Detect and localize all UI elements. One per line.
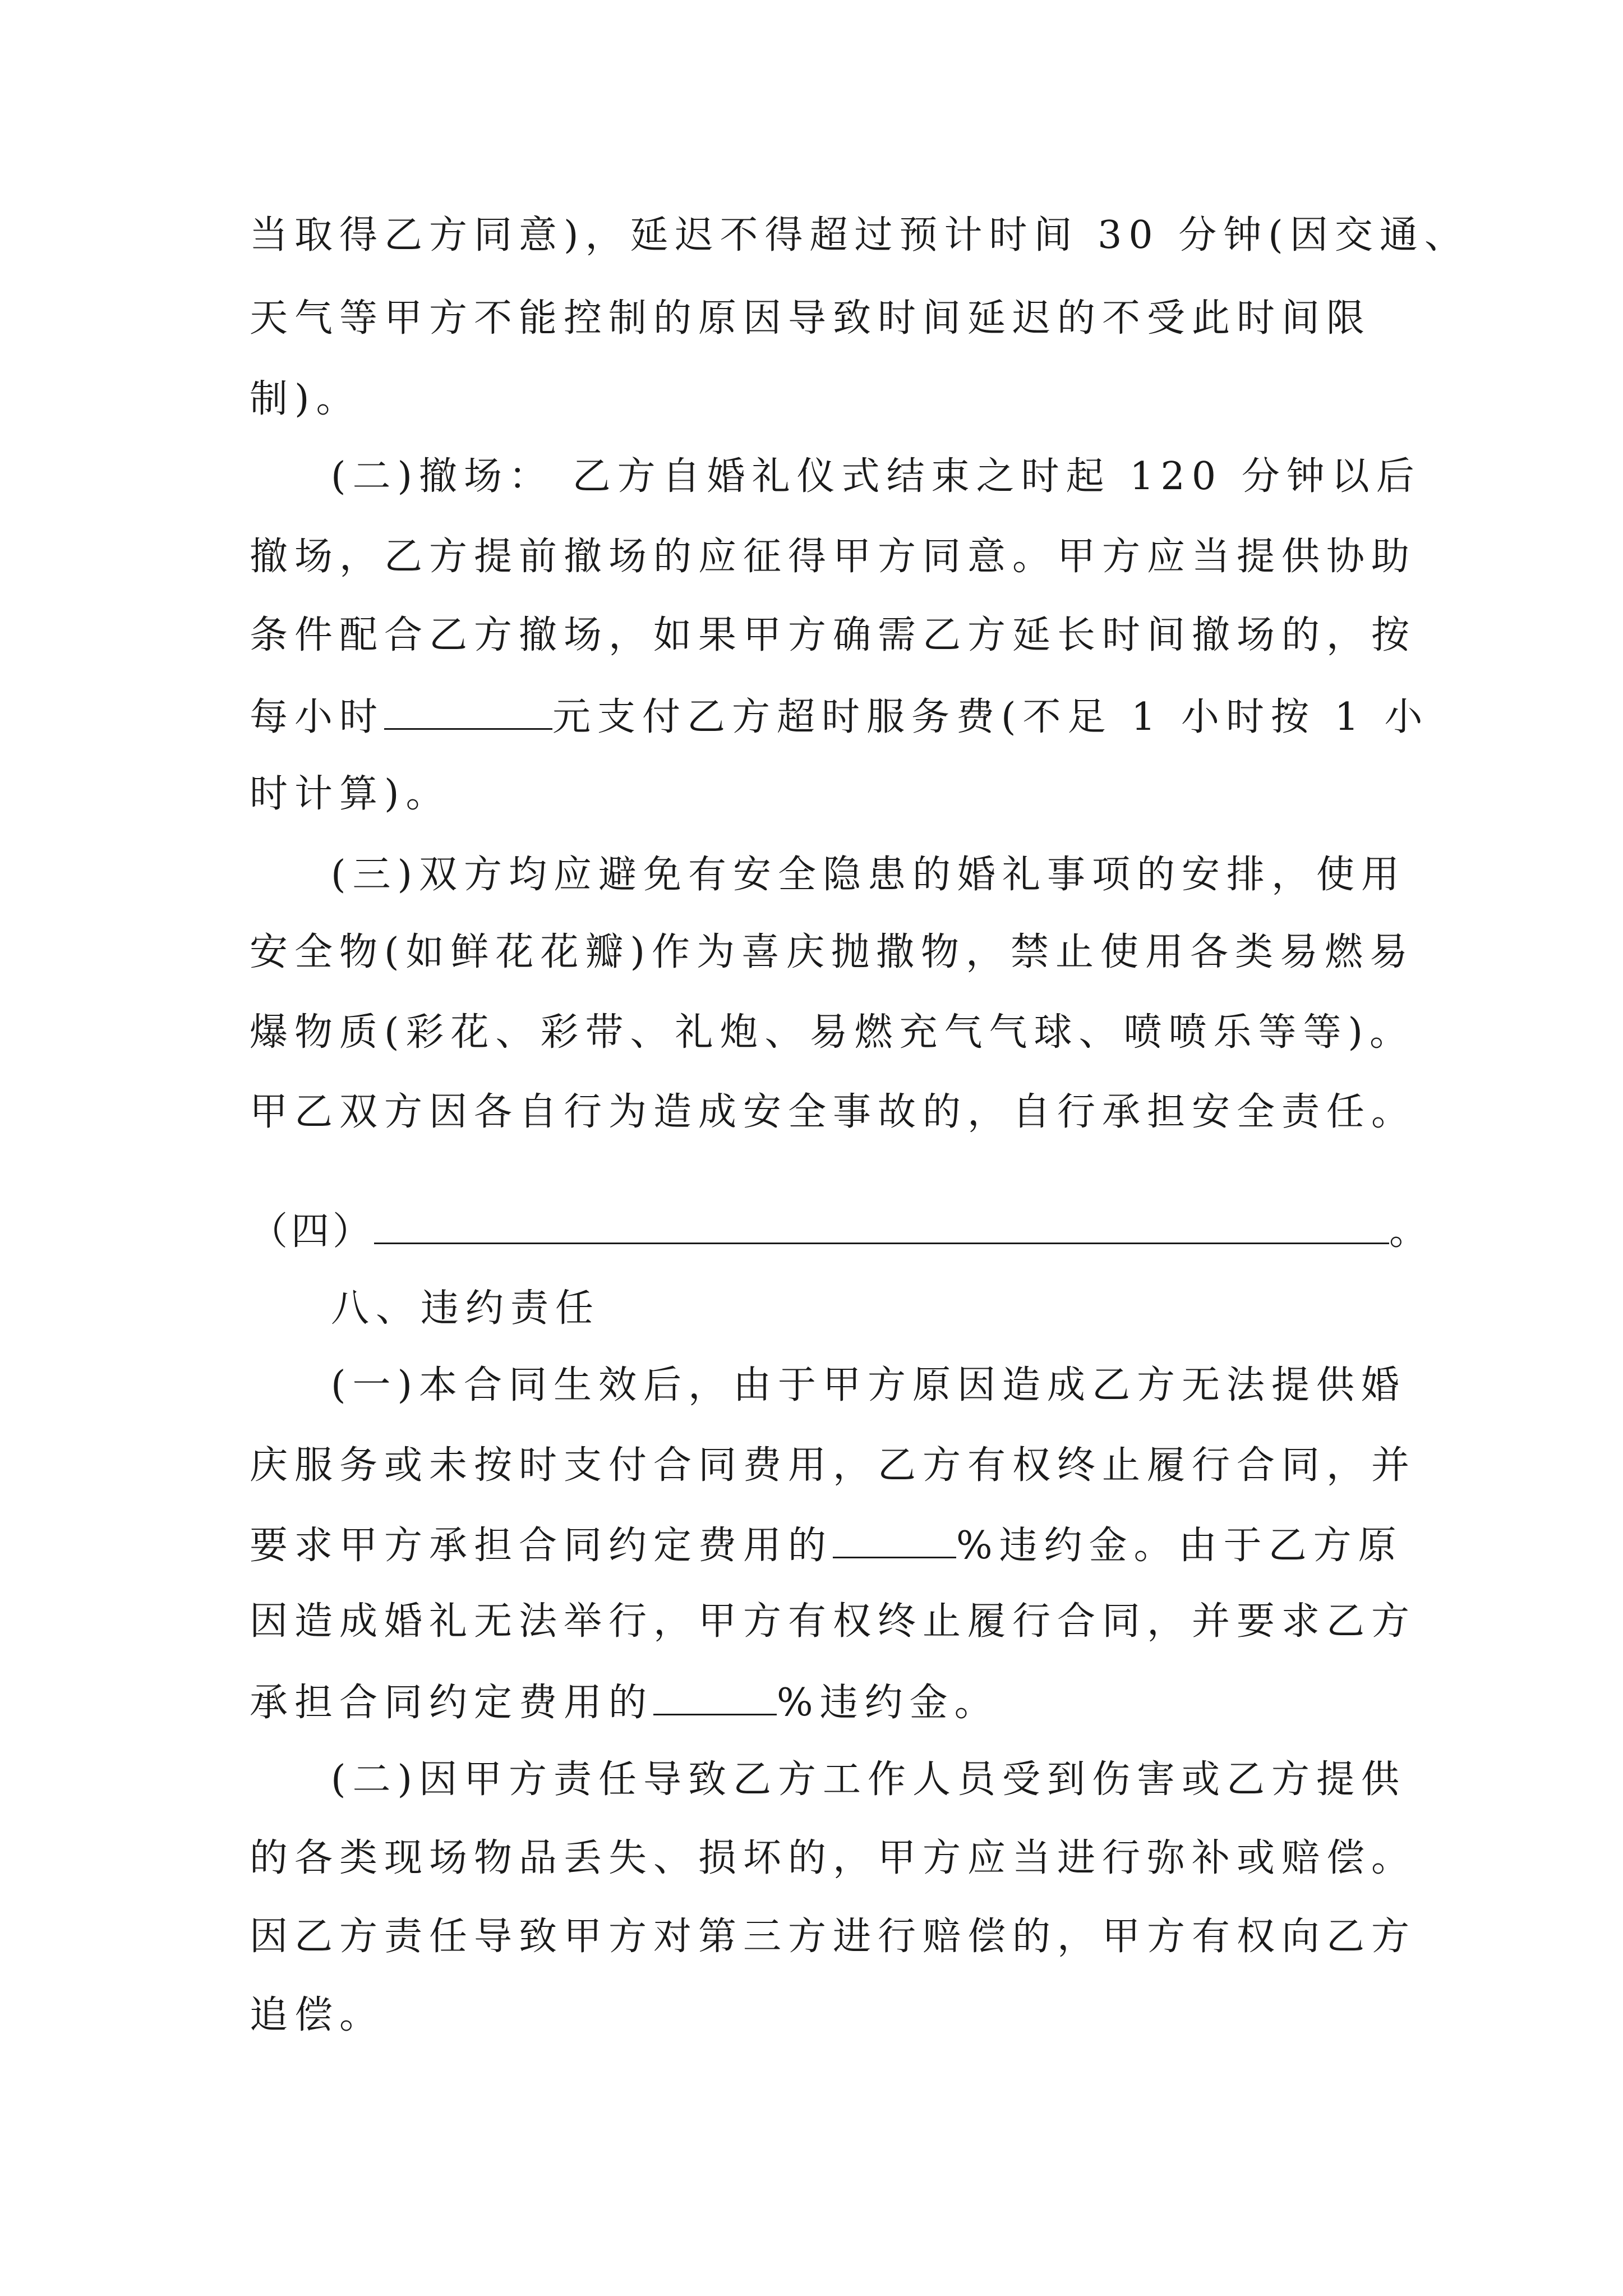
text-line: 爆物质(彩花、彩带、礼炮、易燃充气气球、喷喷乐等等)。 <box>250 1010 1415 1055</box>
section-heading: 八、违约责任 <box>331 1286 601 1331</box>
text-line: 安全物(如鲜花花瓣)作为喜庆抛撒物，禁止使用各类易燃易 <box>250 930 1415 974</box>
text-fragment: 每小时 <box>250 695 385 739</box>
text-line: 庆服务或未按时支付合同费用，乙方有权终止履行合同，并 <box>250 1443 1417 1488</box>
text-line: 的各类现场物品丢失、损坏的，甲方应当进行弥补或赔偿。 <box>250 1836 1417 1880</box>
text-line: 制)。 <box>250 377 361 421</box>
text-line: (一)本合同生效后，由于甲方原因造成乙方无法提供婚 <box>331 1363 1407 1407</box>
fill-in-blank[interactable] <box>833 1517 956 1558</box>
text-line <box>250 689 1430 744</box>
text-line: 条件配合乙方撤场，如果甲方确需乙方延长时间撤场的，按 <box>250 613 1417 657</box>
text-fragment: 。 <box>1389 1209 1431 1254</box>
text-line: 甲乙双方因各自行为造成安全事故的，自行承担安全责任。 <box>250 1090 1417 1134</box>
text-line: (二)因甲方责任导致乙方工作人员受到伤害或乙方提供 <box>331 1757 1407 1802</box>
text-line <box>250 1674 999 1730</box>
text-line <box>250 1517 1403 1573</box>
text-fragment: 元支付乙方超时服务费(不足 1 小时按 1 小 <box>552 695 1430 739</box>
text-fragment: （四） <box>250 1209 375 1254</box>
text-line: 时计算)。 <box>250 772 451 816</box>
fill-in-blank[interactable] <box>384 689 552 730</box>
text-line: 因造成婚礼无法举行，甲方有权终止履行合同，并要求乙方 <box>250 1599 1417 1644</box>
text-line: 当取得乙方同意)，延迟不得超过预计时间 30 分钟(因交通、 <box>250 213 1469 257</box>
text-fragment: 承担合同约定费用的 <box>250 1681 654 1725</box>
text-fragment: %违约金。由于乙方原 <box>956 1524 1403 1568</box>
text-line: 因乙方责任导致甲方对第三方进行赔偿的，甲方有权向乙方 <box>250 1915 1417 1959</box>
text-line: (三)双方均应避免有安全隐患的婚礼事项的安排，使用 <box>331 853 1407 897</box>
text-line: 追偿。 <box>250 1993 385 2037</box>
text-fragment: %违约金。 <box>777 1681 999 1725</box>
text-line: 撤场，乙方提前撤场的应征得甲方同意。甲方应当提供协助 <box>250 535 1417 579</box>
fill-in-blank[interactable] <box>374 1203 1389 1244</box>
text-fragment: 要求甲方承担合同约定费用的 <box>250 1524 833 1568</box>
text-line: 天气等甲方不能控制的原因导致时间延迟的不受此时间限 <box>250 296 1372 341</box>
fill-in-blank[interactable] <box>653 1674 777 1715</box>
text-line: (二)撤场： 乙方自婚礼仪式结束之时起 120 分钟以后 <box>331 454 1421 499</box>
text-line <box>250 1203 1431 1259</box>
